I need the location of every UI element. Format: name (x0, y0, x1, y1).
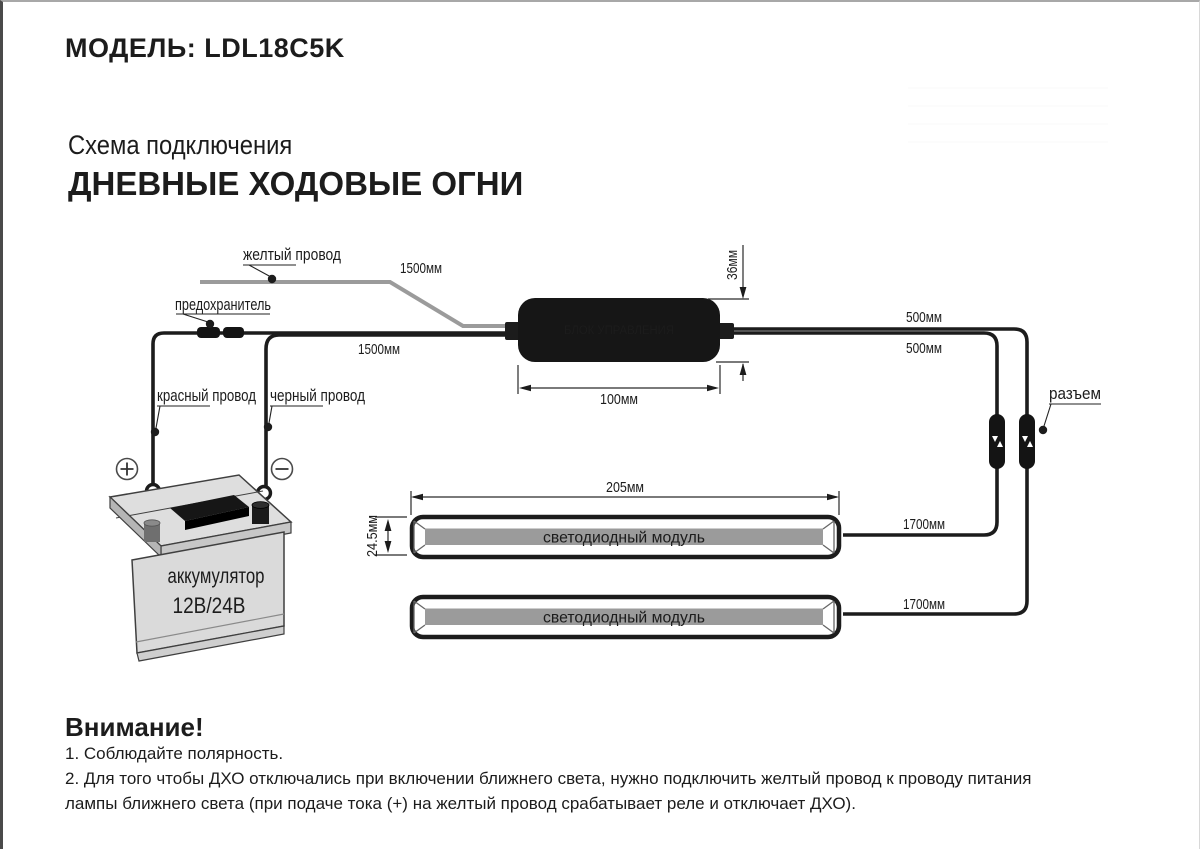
fuse-body (197, 327, 220, 338)
red-wire-label: красный провод (157, 386, 257, 405)
dim-module-length (411, 479, 839, 515)
yellow-wire-label: желтый провод (243, 245, 342, 264)
dim-500mm-top: 500мм (906, 309, 942, 326)
battery-label: аккумулятор (167, 565, 265, 588)
control-unit-left-stub (505, 322, 520, 340)
dim-1700mm-top: 1700мм (903, 516, 945, 533)
battery-post-left-top (144, 520, 160, 526)
warning-heading: Внимание! (65, 712, 204, 742)
plus-icon (117, 459, 138, 480)
dim-500mm-bottom: 500мм (906, 340, 942, 357)
label-fuse (175, 295, 271, 328)
label-connector (1039, 384, 1101, 434)
label-black-wire (264, 386, 365, 431)
control-unit-label: БЛОК УПРАВЛЕНИЯ (564, 325, 674, 337)
page-subtitle: Схема подключения (68, 130, 293, 160)
label-yellow-wire (243, 245, 341, 283)
red-wire (153, 333, 513, 486)
battery-voltage-label: 12В/24В (172, 593, 246, 618)
dim-1500mm-yellow: 1500мм (400, 260, 442, 277)
dim-1500mm-main: 1500мм (358, 341, 400, 358)
label-red-wire (151, 386, 256, 436)
dim-36mm: 36мм (724, 242, 741, 280)
control-unit-right-stub (718, 323, 734, 339)
led-module-2 (412, 597, 839, 637)
dim-control-unit-width (518, 365, 720, 408)
led-module-2-label: светодиодный модуль (543, 609, 705, 627)
black-wire-label: черный провод (270, 386, 366, 405)
output-wire-inner (734, 333, 997, 535)
fuse-label: предохранитель (175, 295, 272, 314)
warning-note-2-line-1: 2. Для того чтобы ДХО отключались при включении ближнего света, нужно подключить желтый провод к проводу питания (65, 769, 1032, 788)
led-module-1 (412, 517, 839, 557)
dim-1700mm-bottom: 1700мм (903, 596, 945, 613)
model-label: МОДЕЛЬ: LDL18C5K (65, 33, 345, 63)
warning-notes (65, 741, 1031, 816)
dim-205mm: 205мм (606, 479, 644, 496)
dim-100mm: 100мм (600, 391, 638, 408)
dim-24-5mm: 24.5мм (364, 507, 381, 557)
page-title: ДНЕВНЫЕ ХОДОВЫЕ ОГНИ (68, 165, 524, 202)
minus-icon (272, 459, 293, 480)
warning-note-2-line-2: лампы ближнего света (при подаче тока (+) на желтый провод срабатывает реле и отключает ДХО). (65, 794, 856, 813)
connector-1 (989, 414, 1005, 469)
led-module-1-label: светодиодный модуль (543, 529, 705, 547)
connector-2 (1019, 414, 1035, 469)
output-wire-outer (734, 329, 1027, 614)
dim-module-height (364, 507, 407, 557)
warning-note-1: 1. Соблюдайте полярность. (65, 744, 284, 763)
fuse-body-2 (223, 327, 244, 338)
battery-post-right-top (252, 502, 269, 509)
connector-label: разъем (1049, 384, 1101, 403)
battery (110, 475, 291, 661)
